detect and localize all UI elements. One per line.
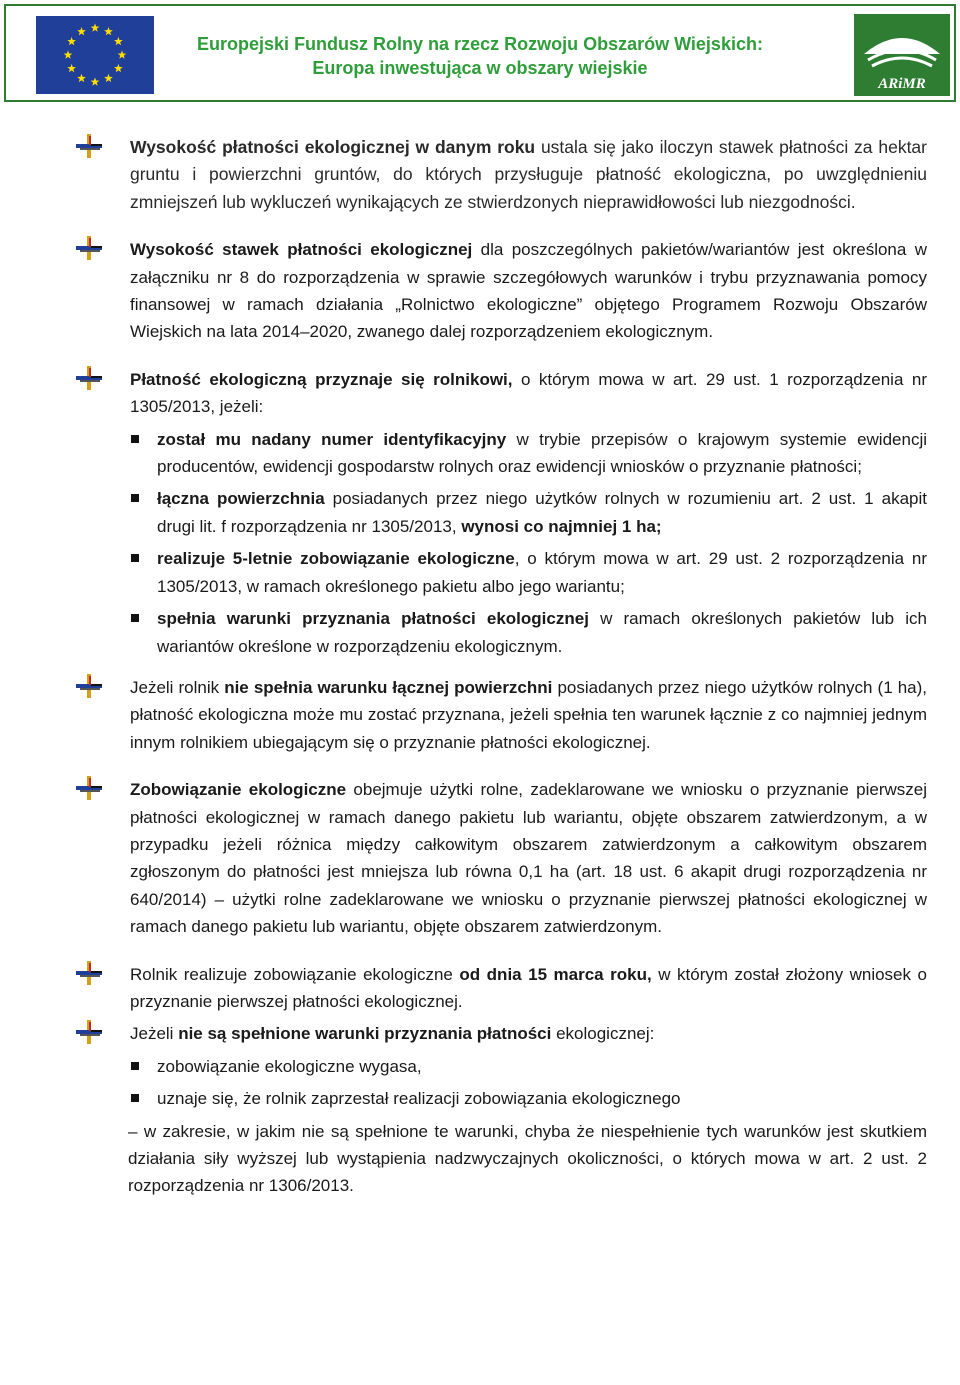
text-run: uznaje się, że rolnik zaprzestał realizacji zobowiązania ekologicznego bbox=[157, 1089, 681, 1109]
text-run: ustala się jako iloczyn stawek płatności za hektar gruntu i powierzchni gruntów, do których przysługuje płatność ekologiczna, po uwzględnieniu zmniejszeń lub wykluczeń wynikających ze stwierdzonych nieprawidłowości lub niezgodności. bbox=[130, 137, 927, 212]
square-bullet-icon bbox=[131, 614, 139, 622]
list-item bbox=[130, 545, 927, 600]
force-majeure-note: – w zakresie, w jakim nie są spełnione te warunki, chyba że niespełnienie tych warunków jest skutkiem działania siły wyższej lub wystąpienia nadzwyczajnych okoliczności, o których mowa w art. 2 ust. 2 rozporządzenia nr 1306/2013. bbox=[128, 1121, 927, 1196]
cross-marker-icon bbox=[76, 674, 102, 698]
bold-text-run: łączna powierzchnia bbox=[157, 489, 325, 509]
eligibility-conditions-list bbox=[130, 426, 927, 660]
arimr-logo bbox=[854, 14, 950, 96]
text-run: obejmuje użytki rolne, zadeklarowane we wniosku o przyznanie pierwszej płatności ekologicznej w ramach danego pakietu lub wariantu, objęte obszarem zatwierdzonym, a w przypadku jeżeli różnica między całkowitym obszarem zatwierdzonym a całkowitym obszarem zgłoszonym do płatności jest mniejsza lub równa 0,1 ha (art. 18 ust. 6 akapit drugi rozporządzenia nr 640/2014) – użytki rolne zadeklarowane we wniosku o przyznanie pierwszej płatności ekologicznej w ramach danego pakietu lub wariantu, objęte obszarem zatwierdzonym. bbox=[130, 780, 928, 937]
bold-text-run: realizuje 5-letnie zobowiązanie ekologiczne bbox=[157, 549, 515, 569]
header-title-line2: Europa inwestująca w obszary wiejskie bbox=[312, 58, 648, 78]
document-body bbox=[130, 134, 927, 1200]
square-bullet-icon bbox=[131, 554, 139, 562]
bold-text-run: został mu nadany numer identyfikacyjny bbox=[157, 429, 507, 449]
paragraph-unmet-conditions bbox=[130, 1020, 927, 1047]
cross-marker-icon bbox=[76, 961, 102, 985]
bold-text-run: wynosi co najmniej 1 ha; bbox=[461, 516, 662, 536]
list-item bbox=[130, 426, 927, 481]
text-run: w ramach określonych pakietów lub ich wariantów określone w rozporządzeniu ekologicznym. bbox=[157, 609, 927, 656]
arimr-logo-text: ARiMR bbox=[878, 76, 926, 92]
text-run: ekologicznej: bbox=[551, 1024, 655, 1044]
text-run: posiadanych przez niego użytków rolnych (1 ha), płatność ekologiczna może mu zostać przyznana, jeżeli spełnia ten warunek łącznie z co najmniej jednym innym rolnikiem ubiegającym się o przyznanie płatności ekologicznej. bbox=[130, 677, 927, 752]
bold-text-run: spełnia warunki przyznania płatności ekologicznej bbox=[157, 609, 589, 629]
page-header bbox=[4, 4, 956, 102]
bold-text-run: nie spełnia warunku łącznej powierzchni bbox=[224, 677, 553, 697]
square-bullet-icon bbox=[131, 1062, 139, 1070]
paragraph-eligibility bbox=[130, 366, 927, 421]
cross-marker-icon bbox=[76, 236, 102, 260]
header-title-line1: Europejski Fundusz Rolny na rzecz Rozwoju Obszarów Wiejskich: bbox=[197, 34, 763, 54]
text-run: Jeżeli bbox=[130, 1024, 179, 1044]
text-run: o którym mowa w art. 29 ust. 1 rozporządzenia nr 1305/2013, jeżeli: bbox=[130, 369, 927, 417]
list-item bbox=[130, 485, 927, 540]
square-bullet-icon bbox=[131, 435, 139, 443]
text-run: Rolnik realizuje zobowiązanie ekologiczne bbox=[130, 964, 460, 984]
text-run: posiadanych przez niego użytków rolnych w rozumieniu art. 2 ust. 1 akapit drugi lit. f rozporządzenia nr 1305/2013, bbox=[157, 489, 927, 536]
bold-text-run: Płatność ekologiczną przyznaje się rolnikowi, bbox=[130, 369, 513, 389]
list-item bbox=[130, 1085, 927, 1112]
cross-marker-icon bbox=[76, 134, 102, 158]
text-run: Jeżeli rolnik bbox=[130, 677, 225, 697]
paragraph-area-condition bbox=[130, 674, 927, 756]
unmet-conditions-list bbox=[130, 1053, 927, 1113]
text-run: w którym został złożony wniosek o przyznanie pierwszej płatności ekologicznej. bbox=[130, 964, 927, 1011]
paragraph-rate-amount bbox=[130, 236, 927, 346]
cross-marker-icon bbox=[76, 1020, 102, 1044]
bold-text-run: Wysokość płatności ekologicznej w danym roku bbox=[130, 137, 536, 157]
text-run: dla poszczególnych pakietów/wariantów jest określona w załączniku nr 8 do rozporządzenia w sprawie szczegółowych warunków i trybu przyznawania pomocy finansowej w ramach działania „Rolnictwo ekologiczne” objętego Programem Rozwoju Obszarów Wiejskich na lata 2014–2020, zwanego dalej rozporządzeniem ekologicznym. bbox=[130, 240, 927, 342]
list-item bbox=[130, 1053, 927, 1080]
square-bullet-icon bbox=[131, 1094, 139, 1102]
list-item bbox=[130, 605, 927, 660]
text-run: w trybie przepisów o krajowym systemie ewidencji producentów, ewidencji gospodarstw rolnych oraz ewidencji wniosków o przyznanie płatności; bbox=[157, 429, 927, 477]
eu-flag-icon bbox=[36, 16, 154, 94]
paragraph-payment-amount bbox=[130, 134, 927, 216]
cross-marker-icon bbox=[76, 776, 102, 800]
cross-marker-icon bbox=[76, 366, 102, 390]
text-run: , o którym mowa w art. 29 ust. 2 rozporządzenia nr 1305/2013, w ramach określonego pakietu albo jego wariantu; bbox=[157, 549, 927, 596]
paragraph-commitment-start bbox=[130, 961, 927, 1016]
bold-text-run: Wysokość stawek płatności ekologicznej bbox=[130, 240, 473, 260]
header-title bbox=[156, 32, 804, 80]
bold-text-run: Zobowiązanie ekologiczne bbox=[130, 780, 347, 800]
paragraph-commitment-scope bbox=[130, 776, 927, 940]
bold-text-run: nie są spełnione warunki przyznania płatności bbox=[178, 1024, 552, 1044]
bold-text-run: od dnia 15 marca roku, bbox=[459, 964, 652, 984]
square-bullet-icon bbox=[131, 494, 139, 502]
text-run: zobowiązanie ekologiczne wygasa, bbox=[157, 1056, 422, 1076]
